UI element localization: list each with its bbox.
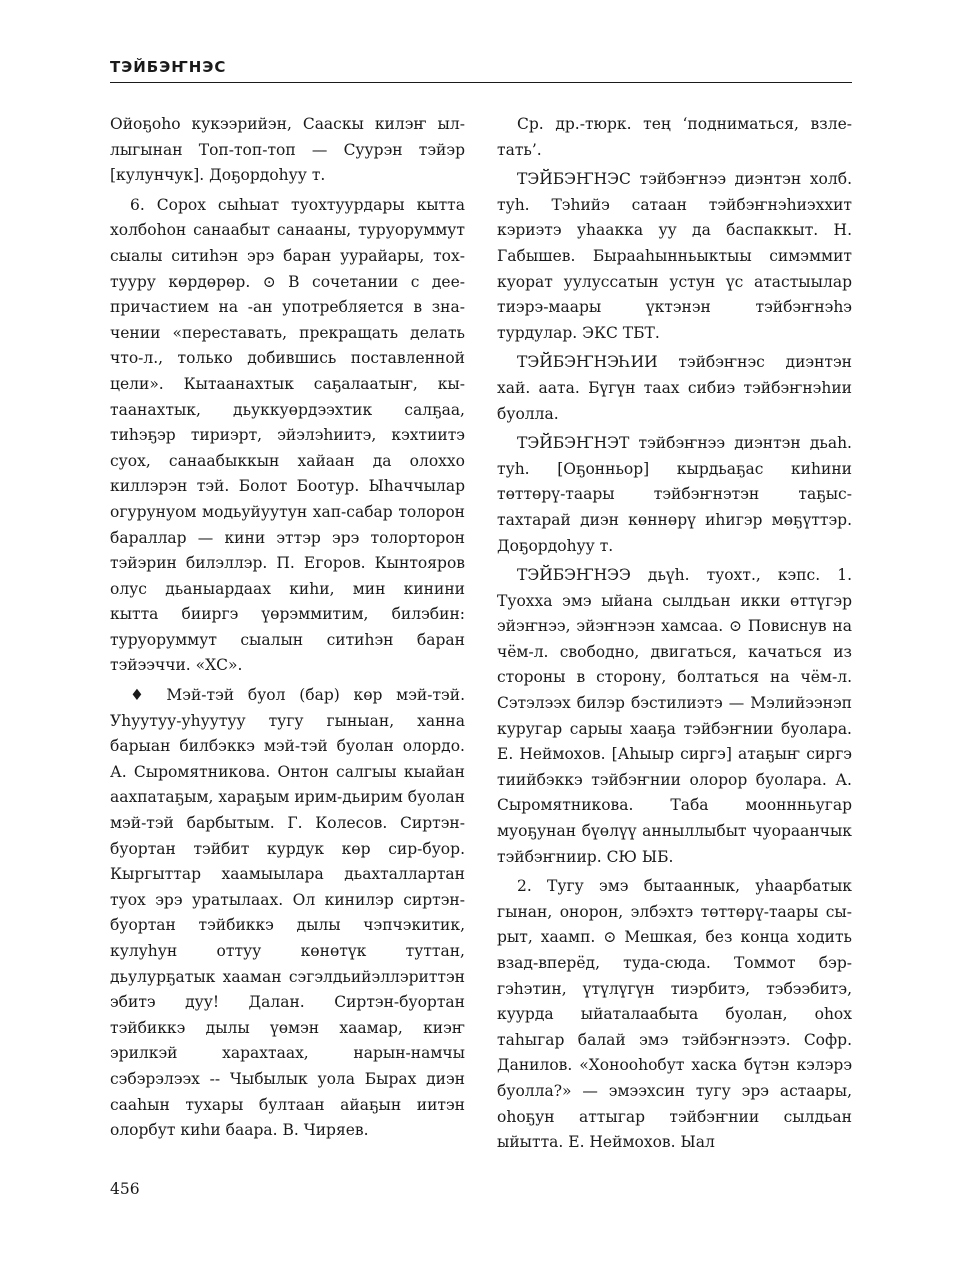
page-number: 456 [110,1180,140,1198]
entry-tejbengneshii: ТЭЙБЭҤНЭҺИИ тэйбэҥнэс диэнтэн хай. аата. Бүгүн таах сибиэ тэйбэҥнэһии буолла. [497,353,852,423]
header-rule [110,82,852,83]
running-head: ТЭЙБЭҤНЭС [110,58,227,76]
paragraph: Ойоҕоһо кукээрийэн, Сааскы килэҥ ыллыгынан Топ-топ-топ — Суурэн тэйэр [кулунчук]. Доҕордоһуу т. [110,115,465,185]
paragraph: Ср. др.-тюрк. тең ‘подниматься, взлетать’. [497,115,852,159]
entry-tejbengnet: ТЭЙБЭҤНЭТ тэйбэҥнээ диэнтэн дьаһ. туһ. [Оҕонньор] кырдьаҕас киһини төттөрү-таары тэйбэҥнэтэн таҕыстахтарай диэн көннөрү иһигэр мөҕүттэр. Доҕордоһуу т. [497,434,852,555]
entry-tejbengnee: ТЭЙБЭҤНЭЭ дьүһ. туохт., кэпс. 1. Туохха эмэ ыйана сылдьан икки өттүгэр эйэҥнээ, эйэҥнээн хамсаа. ⊙ Повиснув на чём-л. свободно, двигаться, качаться из стороны в сторону, болтаться на чём-л. Сэтэлээх билэр бэстилиэтэ — Мэлийээнэп куругар сарыы хааҕа тэйбэҥнии буолара. Е. Неймохов. [Аһыыр сиргэ] атаҕыҥ сиргэ тиийбэккэ тэйбэҥнии олорор буолара. А. Сыромятникова. Таба мооннньугар муоҕунан бүөлүү анныллыбыт чуораанчык тэйбэҥниир. СЮ ЫБ. [497,566,852,866]
left-column [110,112,465,1144]
paragraph: ♦ Мэй-тэй буол (бар) көр мэй-тэй. Уһуутуу-уһуутуу тугу гыныан, ханна барыан билбэккэ мэй-тэй буолан олордо. А. Сыромятникова. Онтон салгыы кыайан аахпатаҕым, хараҕым ирим-дьирим буолан мэй-тэй барбытым. Г. Колесов. Сиртэн-буортан тэйбит курдук көр сир-буор. Кыргыттар хаамыылара дьахталлартан туох эрэ уратылаах. Ол кинилэр сиртэн-буортан тэйбиккэ дылы чэпчэкитик, кулуһун оттуу көнөтүк туттан, дьулурҕатык хааман сэгэлдьийэллэриттэн эбитэ дуу! Далан. Сиртэн-буортан тэйбиккэ дылы үөмэн хаамар, киэҥ эрилкэй харахтаах, нарын-намчы сэбэрэлээх -- Чыбылык уола Бырах диэн сааһын тухары бултаан айаҕын иитэн олорбут киһи баара. В. Чиряев. [110,686,465,1140]
paragraph: 6. Сорох сыһыат туохтуурдары кытта холбоһон санаабыт санааны, туруоруммут сыалы ситиһэн эрэ баран уурайары, тохтууру көрдөрөр. ⊙ В сочетании с деепричастием на -ан употребляется в значении «переставать, прекращать делать что-л., только добившись поставленной цели». Кытаанахтык саҕалаатыҥ, кытаанахтык, дьуккуөрдээхтик салҕаа, тиһэҕэр тириэрт, эйэлэһиитэ, кэхтиитэ суох, санаабыккын хайаан да олоххо киллэрэн тэй. Болот Боотур. Ыһаччылар огурунуом модьуйуутун хап-сабар толорон бараллар — кини эттэр эрэ толорторон тэйэрин билэллэр. П. Егоров. Кынтояров олус дьаныардаах киһи, мин кинини кытта бииргэ үөрэммитим, билэбин: туруоруммут сыалын ситиһэн баран тэйээччи. «ХС». [110,195,465,675]
paragraph: 2. Тугу эмэ бытааннык, уһаарбатык гынан, онорон, элбэхтэ төттөрү-таары сырыт, хаамп. ⊙ Мешкая, без конца ходить взад-вперёд, туда-сюда. Томмот бэргэһэтин, үтүлүгүн тиэрбитэ, тэбээбитэ, куурда ыйаталаабыта буолан, оһох таһыгар балай эмэ тэйбэҥнээтэ. Софр. Данилов. «Хонооһобут хаска бүтэн кэлэрэ буолла?» — эмээхсин тугу эрэ астаары, оһоҕун аттыгар тэйбэҥнии сылдьан ыйытта. Е. Неймохов. Ыал [497,877,852,1152]
entry-tejbengnes: ТЭЙБЭҤНЭС тэйбэҥнээ диэнтэн холб. туһ. Тэһийэ сатаан тэйбэҥнэһиэххит кэриэтэ уһаакка уу да баспаккыт. Н. Габышев. Бырааһынньыктыы симэммит куорат уулуссатын устун үс атастыылар тиэрэ-маары үктэнэн тэйбэҥнэһэ турдулар. ЭКС ТБТ. [497,170,852,342]
right-column [497,112,852,1156]
